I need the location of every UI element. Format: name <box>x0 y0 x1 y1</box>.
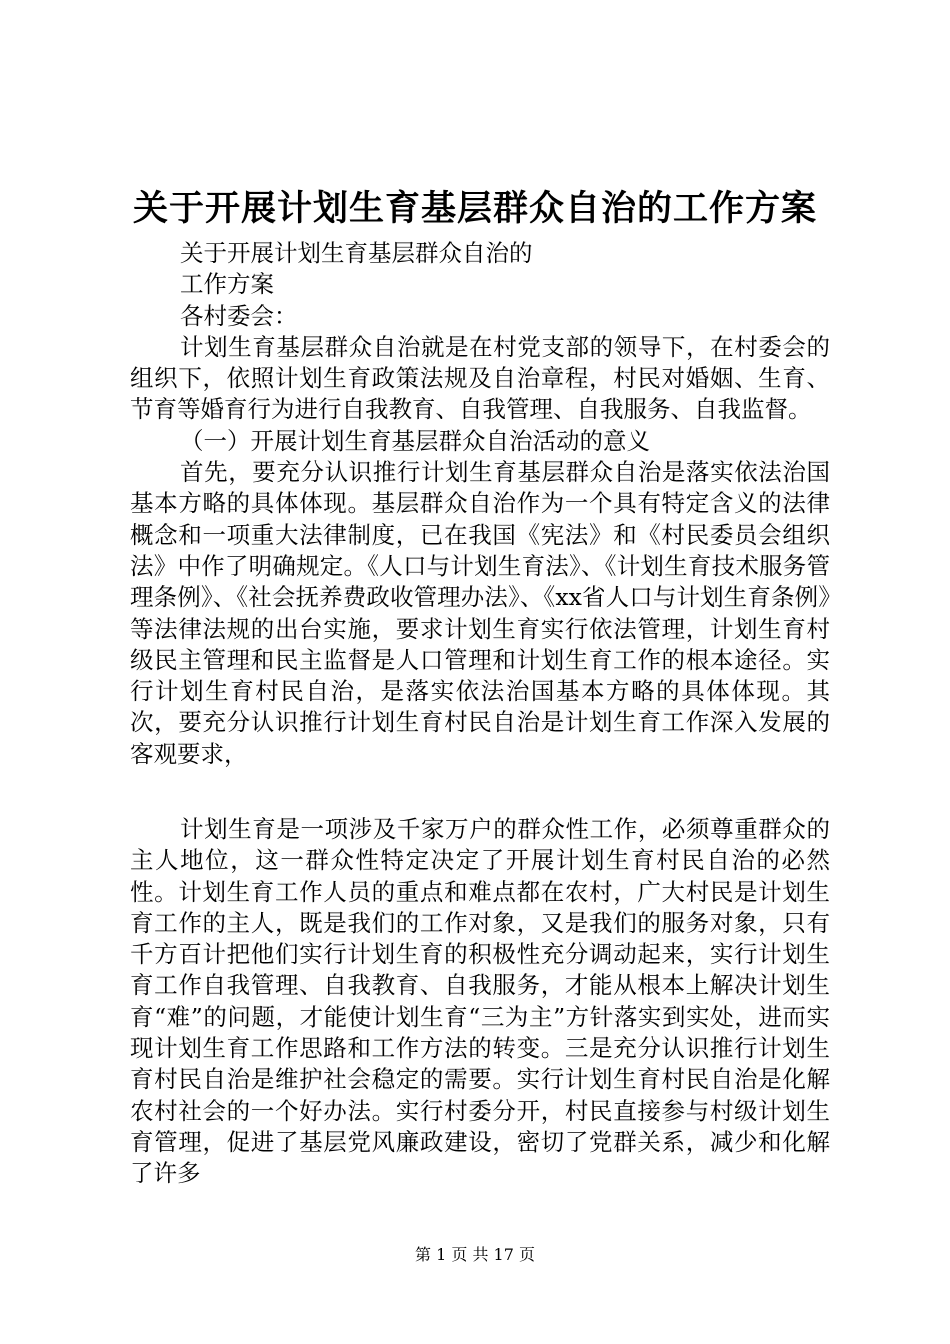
document-title: 关于开展计划生育基层群众自治的工作方案 <box>132 188 817 229</box>
paragraph-section-heading: （一）开展计划生育基层群众自治活动的意义 <box>180 426 650 455</box>
paragraph-mass-work: 计划生育是一项涉及千家万户的群众性工作，必须尊重群众的主人地位，这一群众性特定决定了开展计划生育村民自治的必然性。计划生育工作人员的重点和难点都在农村，广大村民是计划生育工作的主人，既是我们的工作对象，又是我们的服务对象，只有千方百计把他们实行计划生育的积极性充分调动起来，实行计划生育工作自我管理、自我教育、自我服务，才能从根本上解决计划生育“难”的问题，才能使计划生育“三为主”方针落实到实处，进而实现计划生育工作思路和工作方法的转变。三是充分认识推行计划生育村民自治是维护社会稳定的需要。实行计划生育村民自治是化解农村社会的一个好办法。实行村委分开，村民直接参与村级计划生育管理，促进了基层党风廉政建设，密切了党群关系，减少和化解了许多 <box>130 815 830 1188</box>
page-footer: 第 1 页 共 17 页 <box>415 1245 535 1264</box>
body-text-block-2 <box>130 814 830 1190</box>
body-text-block-1 <box>130 238 830 770</box>
paragraph-heading-line-1: 关于开展计划生育基层群众自治的 <box>180 239 533 267</box>
paragraph-significance: 首先，要充分认识推行计划生育基层群众自治是落实依法治国基本方略的具体体现。基层群众自治作为一个具有特定含义的法律概念和一项重大法律制度，已在我国《宪法》和《村民委员会组织法》中作了明确规定。《人口与计划生育法》、《计划生育技术服务管理条例》、《社会抚养费政收管理办法》、《xx省人口与计划生育条例》等法律法规的出台实施，要求计划生育实行依法管理，计划生育村级民主管理和民主监督是人口管理和计划生育工作的根本途径。实行计划生育村民自治，是落实依法治国基本方略的具体体现。其次，要充分认识推行计划生育村民自治是计划生育工作深入发展的客观要求， <box>130 458 830 768</box>
paragraph-definition: 计划生育基层群众自治就是在村党支部的领导下，在村委会的组织下，依照计划生育政策法规及自治章程，村民对婚姻、生育、节育等婚育行为进行自我教育、自我管理、自我服务、自我监督。 <box>130 332 830 424</box>
paragraph-salutation: 各村委会： <box>180 301 298 330</box>
paragraph-heading-line-2: 工作方案 <box>180 270 274 299</box>
